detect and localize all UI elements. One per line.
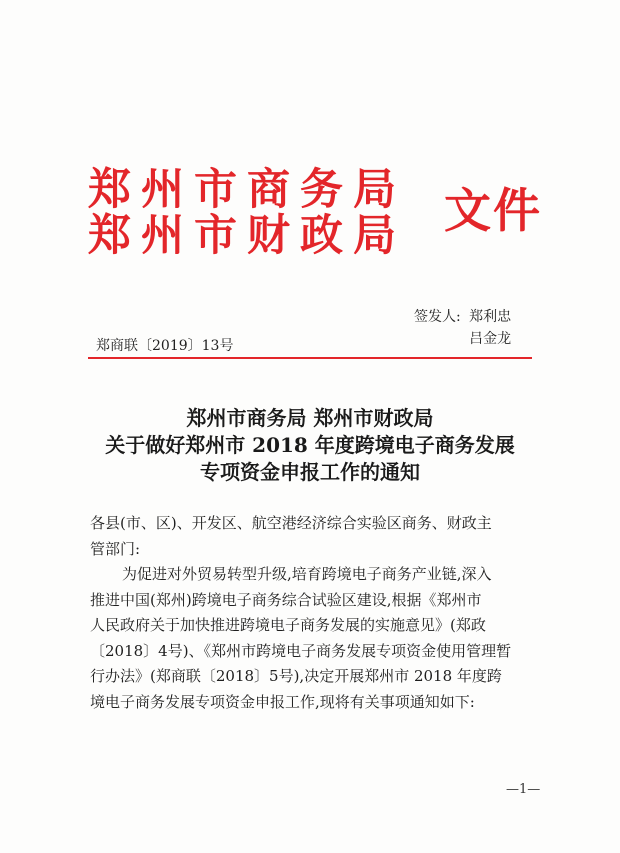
page-number: —1— <box>506 782 541 797</box>
document-type-label: 文件 <box>444 184 542 239</box>
signer-name: 郑利忠 <box>469 309 512 325</box>
signer-name: 吕金龙 <box>469 331 512 347</box>
signer-names <box>469 306 511 350</box>
document-number: 郑商联〔2019〕13号 <box>96 338 234 354</box>
body-line: 人民政府关于加快推进跨境电子商务发展的实施意见》(郑政 <box>90 616 486 634</box>
body-line: 行办法》(郑商联〔2018〕5号),决定开展郑州市 2018 年度跨 <box>90 667 502 685</box>
signer-label: 签发人: <box>414 309 461 325</box>
signer-block <box>414 306 511 350</box>
body-line: 推进中国(郑州)跨境电子商务综合试验区建设,根据《郑州市 <box>90 590 482 609</box>
body-paragraph <box>90 562 540 715</box>
title-line: 专项资金申报工作的通知 <box>200 460 420 484</box>
body-line: 为促进对外贸易转型升级,培育跨境电子商务产业链,深入 <box>122 565 492 583</box>
body-line: 境电子商务发展专项资金申报工作,现将有关事项通知如下: <box>90 692 475 711</box>
addressee <box>90 511 540 562</box>
title-line: 郑州市商务局 郑州市财政局 <box>186 406 434 430</box>
issuer-name-finance: 郑州市财政局 <box>88 211 406 261</box>
document-body <box>90 511 540 715</box>
issuer-name-commerce: 郑州市商务局 <box>88 165 406 215</box>
body-line: 各县(市、区)、开发区、航空港经济综合实验区商务、财政主 <box>90 514 492 532</box>
document-title <box>80 405 540 486</box>
body-line: 〔2018〕4号)、《郑州市跨境电子商务发展专项资金使用管理暂 <box>90 641 512 660</box>
title-line: 关于做好郑州市 2018 年度跨境电子商务发展 <box>105 433 515 457</box>
body-line: 管部门: <box>90 539 141 558</box>
red-divider-line <box>88 357 532 359</box>
